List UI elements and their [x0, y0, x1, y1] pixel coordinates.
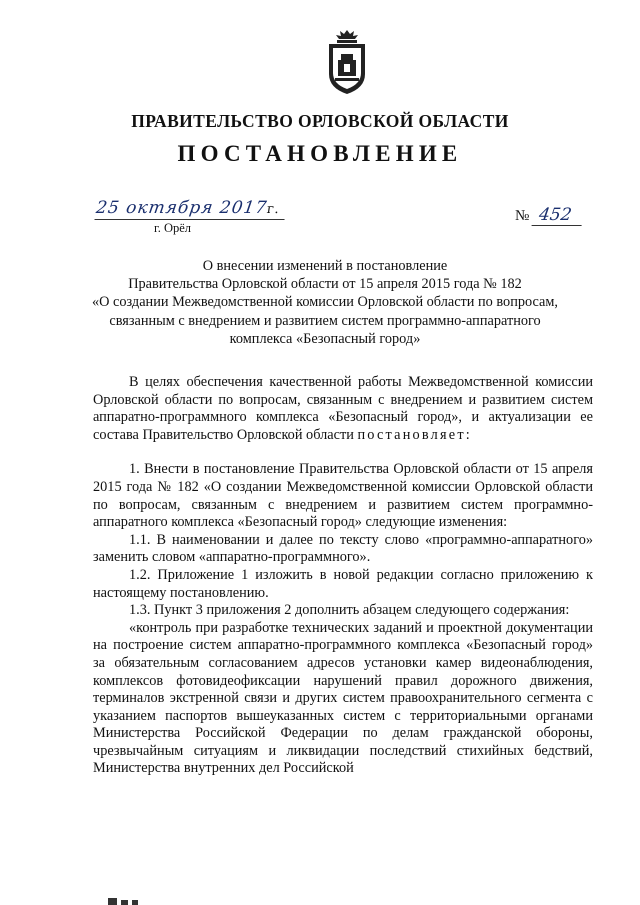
decree-date: [94, 198, 287, 220]
handwritten-number: 452: [532, 205, 585, 226]
handwritten-date: 25 октября 2017: [94, 198, 269, 218]
preamble-paragraph: [93, 374, 593, 444]
subject-line: комплекса «Безопасный город»: [229, 330, 421, 347]
decree-number: [515, 205, 583, 226]
cut-off-text-fragment: [108, 896, 148, 905]
body-paragraph: 1.3. Пункт 3 приложения 2 дополнить абзацем следующего содержания:: [129, 602, 570, 619]
decree-body: [93, 374, 593, 778]
subject-line: О внесении изменений в постановление: [202, 258, 448, 274]
subject-line: «О создании Межведомственной комиссии Орловской области по вопросам,: [92, 294, 558, 311]
subject-line: связанным с внедрением и развитием систем программно-аппаратного: [109, 312, 541, 329]
document-type-title: ПОСТАНОВЛЕНИЕ: [177, 141, 463, 166]
date-suffix: г.: [265, 202, 281, 217]
preamble-text: В целях обеспечения качественной работы Межведомственной комиссии Орловской области по вопросам, связанным с внедрением и развитием систем аппаратно-программного комплекса «Безопасный город», и актуализации ее состава Правительство Орловской области: [93, 374, 593, 443]
body-paragraph: 1.2. Приложение 1 изложить в новой редакции согласно приложению к настоящему постановлению.: [93, 566, 593, 601]
body-paragraph: 1. Внести в постановление Правительства Орловской области от 15 апреля 2015 года № 182 «О создании Межведомственной комиссии Орловской области по вопросам, связанным с внедрением и развитием систем программно-аппаратного комплекса «Безопасный город» следующие изменения:: [93, 461, 593, 531]
decree-subject: [84, 257, 566, 348]
coat-of-arms-icon: [323, 28, 371, 96]
decree-city: г. Орёл: [154, 221, 192, 235]
subject-line: Правительства Орловской области от 15 апреля 2015 года № 182: [128, 276, 522, 293]
number-prefix: №: [515, 208, 530, 224]
decree-word: постановляет:: [357, 426, 472, 443]
body-paragraph: «контроль при разработке технических заданий и проектной документации на построение систем аппаратно-программного комплекса «Безопасный город» за обязательным согласованием адресов установки камер видеонаблюдения, комплексов фотовидеофиксации нарушений правил дорожного движения, терминалов экстренной связи и других систем правоохранительного сегмента с указанием паспортов вышеуказанных систем с территориальными органами Министерства Российской Федерации по делам гражданской обороны, чрезвычайным ситуациям и ликвидации последствий стихийных бедствий, Министерства внутренних дел Российской: [93, 619, 593, 777]
government-title: ПРАВИТЕЛЬСТВО ОРЛОВСКОЙ ОБЛАСТИ: [131, 111, 509, 131]
body-paragraph: 1.1. В наименовании и далее по тексту слово «программно-аппаратного» заменить словом «аппаратно-программного».: [93, 531, 593, 566]
